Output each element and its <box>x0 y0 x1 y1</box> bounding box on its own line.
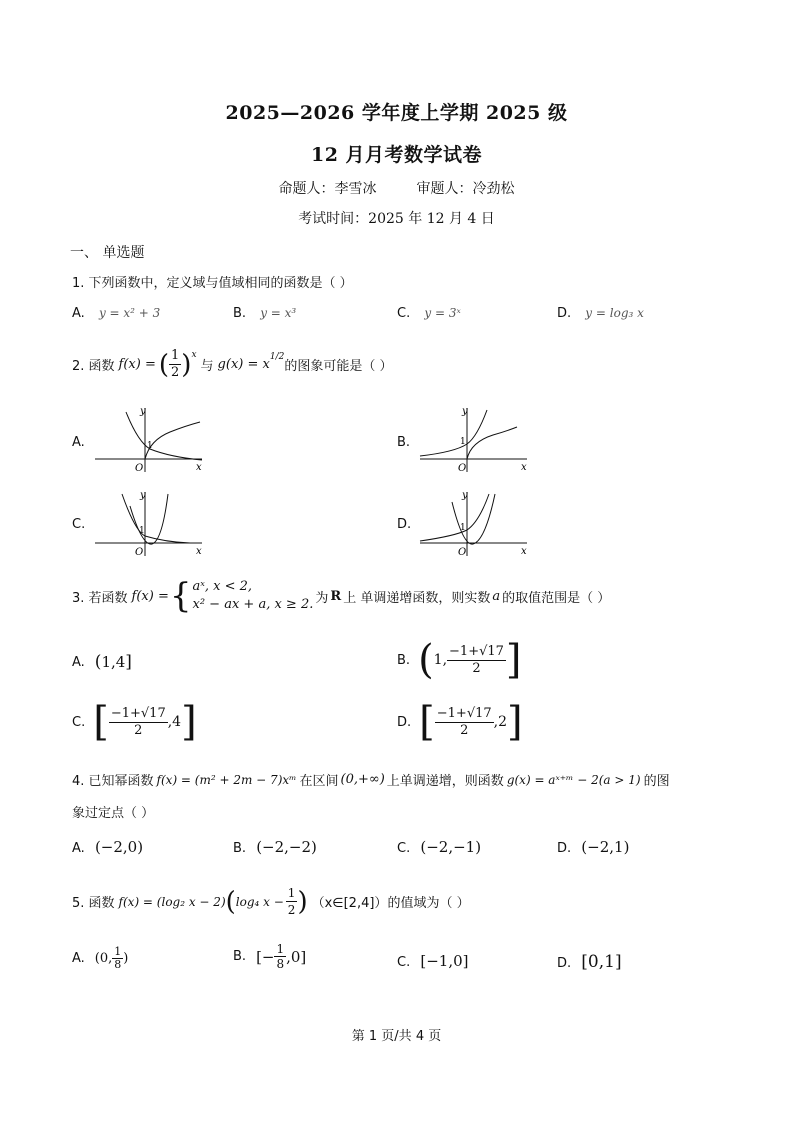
q4-line1-d: 的图 <box>643 774 670 789</box>
bracket-left: ( <box>94 652 102 672</box>
q2-option-b[interactable]: B. <box>397 435 411 450</box>
one-label: 1 <box>147 441 153 451</box>
option-fraction <box>274 942 286 971</box>
frac-num: 1 <box>287 886 296 900</box>
q5-suffix: 的值域为（ ） <box>387 896 470 911</box>
exam-title-line2: 12 月月考数学试卷 <box>310 144 483 166</box>
q1-option-a[interactable] <box>72 306 160 321</box>
option-expr: y = log₃ x <box>585 306 644 320</box>
q3-suffix-b: 上 单调递增函数，则实数 <box>343 590 491 606</box>
option-fraction <box>435 706 494 739</box>
origin-label: O <box>135 463 144 474</box>
frac-den: 8 <box>114 958 122 971</box>
q3-f-expr: f(x) = <box>131 588 169 604</box>
paren-left: ( <box>158 349 170 380</box>
axis-y-label: y <box>462 406 468 417</box>
bracket-right: ] <box>125 652 132 672</box>
question-2-stem <box>72 348 392 381</box>
q3-prefix: 3. 若函数 <box>72 590 128 606</box>
q2-g-exponent: 1/2 <box>269 352 285 362</box>
curve-exp <box>420 494 489 541</box>
option-label: B. <box>233 306 247 321</box>
q3-suffix-a: 为 <box>315 590 329 606</box>
q2-graph-c <box>90 486 210 558</box>
curve-power <box>145 422 200 459</box>
q5-option-b[interactable] <box>233 942 306 971</box>
option-post: ,2 <box>493 714 508 730</box>
option-label: B. <box>233 949 247 964</box>
q2-exponent: x <box>191 350 197 360</box>
curve-power <box>130 494 168 544</box>
option-label: A. <box>72 841 85 856</box>
q2-graph-b <box>415 402 535 474</box>
q2-option-c[interactable]: C. <box>72 517 86 532</box>
bracket-right: ] <box>181 699 197 745</box>
curve-exp <box>122 494 190 543</box>
paren-right: ) <box>181 349 192 380</box>
origin-label: O <box>458 463 467 474</box>
option-fraction <box>112 946 123 971</box>
origin-label: O <box>458 547 467 558</box>
option-expr: (−2,0) <box>94 838 144 856</box>
option-post: ,4 <box>167 714 182 730</box>
frac-num: −1+√17 <box>436 705 492 721</box>
q1-option-b[interactable] <box>233 306 296 321</box>
frac-den: 2 <box>287 903 296 917</box>
q2-fraction <box>169 348 181 381</box>
q4-line1-a: 4. 已知幂函数 <box>72 774 154 789</box>
axis-x-label: x <box>196 546 202 557</box>
bracket-right: ] <box>507 699 523 745</box>
option-label: A. <box>72 654 85 670</box>
option-label: D. <box>557 841 572 856</box>
frac-num: −1+√17 <box>110 705 166 721</box>
curve-exp <box>420 410 487 456</box>
page-footer: 第 1 页/共 4 页 <box>351 1029 442 1044</box>
q1-option-d[interactable] <box>557 306 644 321</box>
q5-option-c[interactable] <box>397 952 469 970</box>
question-5-stem <box>72 885 470 918</box>
q4-line1-c: 上单调递增，则函数 <box>386 774 504 789</box>
curve-exp <box>126 412 202 460</box>
curve-power <box>467 427 517 459</box>
axis-y-label: y <box>462 490 468 501</box>
q5-fraction <box>286 885 298 918</box>
option-expr: 1,4 <box>101 653 126 671</box>
q4-line1-b: 在区间 <box>299 774 339 789</box>
axis-x-label: x <box>196 462 202 473</box>
exam-title-line1: 2025—2026 学年度上学期 2025 级 <box>225 102 568 124</box>
axis-y-label: y <box>140 406 146 417</box>
section-title: 一、 单选题 <box>70 245 145 261</box>
question-1-stem: 1. 下列函数中，定义域与值域相同的函数是（ ） <box>72 276 353 291</box>
paren-left: ( <box>225 886 236 917</box>
q4-option-d[interactable] <box>557 838 629 856</box>
origin-label: O <box>135 547 144 558</box>
case-1: aˣ, x < 2, <box>192 579 253 594</box>
q5-domain: （x∈[2,4]） <box>311 896 388 911</box>
one-label: 1 <box>460 437 466 447</box>
option-label: C. <box>72 714 86 730</box>
one-label: 1 <box>139 526 145 536</box>
frac-den: 2 <box>134 722 143 738</box>
q4-option-a[interactable] <box>72 838 143 856</box>
frac-num: −1+√17 <box>449 643 504 659</box>
q5-f-expr: f(x) = (log₂ x − 2) <box>118 894 226 909</box>
q3-option-d[interactable] <box>397 700 523 744</box>
option-expr: [0,1] <box>581 952 622 972</box>
bracket-left: [ <box>93 699 109 745</box>
q3-option-b[interactable] <box>397 638 522 682</box>
q2-suffix: 的图象可能是（ ） <box>284 359 393 374</box>
q5-option-a[interactable] <box>72 946 128 971</box>
option-label: A. <box>72 951 85 966</box>
frac-num: 1 <box>276 942 285 956</box>
q2-prefix: 2. 函数 <box>72 359 115 374</box>
option-post: ) <box>123 951 129 966</box>
option-expr: (−2,1) <box>581 838 630 856</box>
q3-option-a[interactable] <box>72 652 132 672</box>
exam-authors: 命题人：李雪冰 审题人：冷劲松 <box>278 181 515 197</box>
q2-f-expr: f(x) = <box>118 357 156 372</box>
option-pre: [− <box>256 947 275 966</box>
option-fraction <box>447 644 506 677</box>
curve-power <box>452 494 495 544</box>
frac-num: 1 <box>114 945 122 958</box>
option-label: C. <box>397 841 411 856</box>
option-pre: 1, <box>433 652 448 668</box>
option-label: A. <box>72 306 85 321</box>
option-label: C. <box>397 306 411 321</box>
q4-f-expr: f(x) = (m² + 2m − 7)xᵐ <box>156 772 297 787</box>
axis-x-label: x <box>521 546 527 557</box>
brace: { <box>169 576 192 616</box>
option-label: D. <box>557 956 572 971</box>
option-expr: (−2,−1) <box>420 838 482 856</box>
q4-option-b[interactable] <box>233 838 317 856</box>
q2-g-expr: g(x) = x <box>217 357 270 372</box>
case-2: x² − ax + a, x ≥ 2. <box>192 597 314 612</box>
option-expr: y = x³ <box>260 306 297 320</box>
axis-x-label: x <box>521 462 527 473</box>
frac-den: 2 <box>171 365 180 380</box>
frac-num: 1 <box>171 348 180 363</box>
q5-log4: log₄ x − <box>235 894 284 909</box>
q3-suffix-c: 的取值范围是（ ） <box>502 590 611 606</box>
bracket-left: [ <box>419 699 435 745</box>
question-4-stem-line2: 象过定点（ ） <box>72 806 155 821</box>
option-label: B. <box>233 841 247 856</box>
option-label: B. <box>397 652 411 668</box>
q2-graph-d <box>415 486 535 558</box>
option-expr: y = x² + 3 <box>98 306 161 320</box>
axis-y-label: y <box>140 490 146 501</box>
bracket-left: ( <box>418 637 434 683</box>
q4-option-c[interactable] <box>397 838 481 856</box>
frac-den: 8 <box>276 957 285 971</box>
q2-graph-a <box>90 402 210 474</box>
one-label: 1 <box>460 523 466 533</box>
option-label: D. <box>397 714 412 730</box>
exam-time: 考试时间：2025 年 12 月 4 日 <box>298 211 495 227</box>
option-expr: (−2,−2) <box>256 838 317 856</box>
option-post: ,0] <box>286 947 307 966</box>
q2-option-a[interactable]: A. <box>72 435 85 450</box>
option-label: D. <box>557 306 572 321</box>
q5-option-d[interactable] <box>557 952 622 972</box>
q1-option-c[interactable] <box>397 306 461 321</box>
q3-real-set: R <box>330 588 342 604</box>
q3-cases <box>193 578 314 614</box>
paren-right: ) <box>297 886 308 917</box>
option-expr: [−1,0] <box>420 952 469 970</box>
option-pre: (0, <box>94 951 113 966</box>
q4-g-expr: g(x) = aˣ⁺ᵐ − 2(a > 1) <box>506 772 641 787</box>
question-4-stem <box>72 770 670 789</box>
option-expr: y = 3ˣ <box>424 306 461 320</box>
q5-prefix: 5. 函数 <box>72 896 115 911</box>
q2-option-d[interactable]: D. <box>397 517 412 532</box>
frac-den: 2 <box>472 660 481 676</box>
bracket-right: ] <box>505 637 522 683</box>
frac-den: 2 <box>460 722 469 738</box>
q2-mid: 与 <box>200 359 214 374</box>
q4-interval: (0,+∞) <box>340 772 385 787</box>
q3-option-c[interactable] <box>72 700 197 744</box>
option-fraction <box>109 706 168 739</box>
question-3-stem <box>72 578 610 614</box>
option-label: C. <box>397 955 411 970</box>
q3-var-a: a <box>492 588 501 604</box>
